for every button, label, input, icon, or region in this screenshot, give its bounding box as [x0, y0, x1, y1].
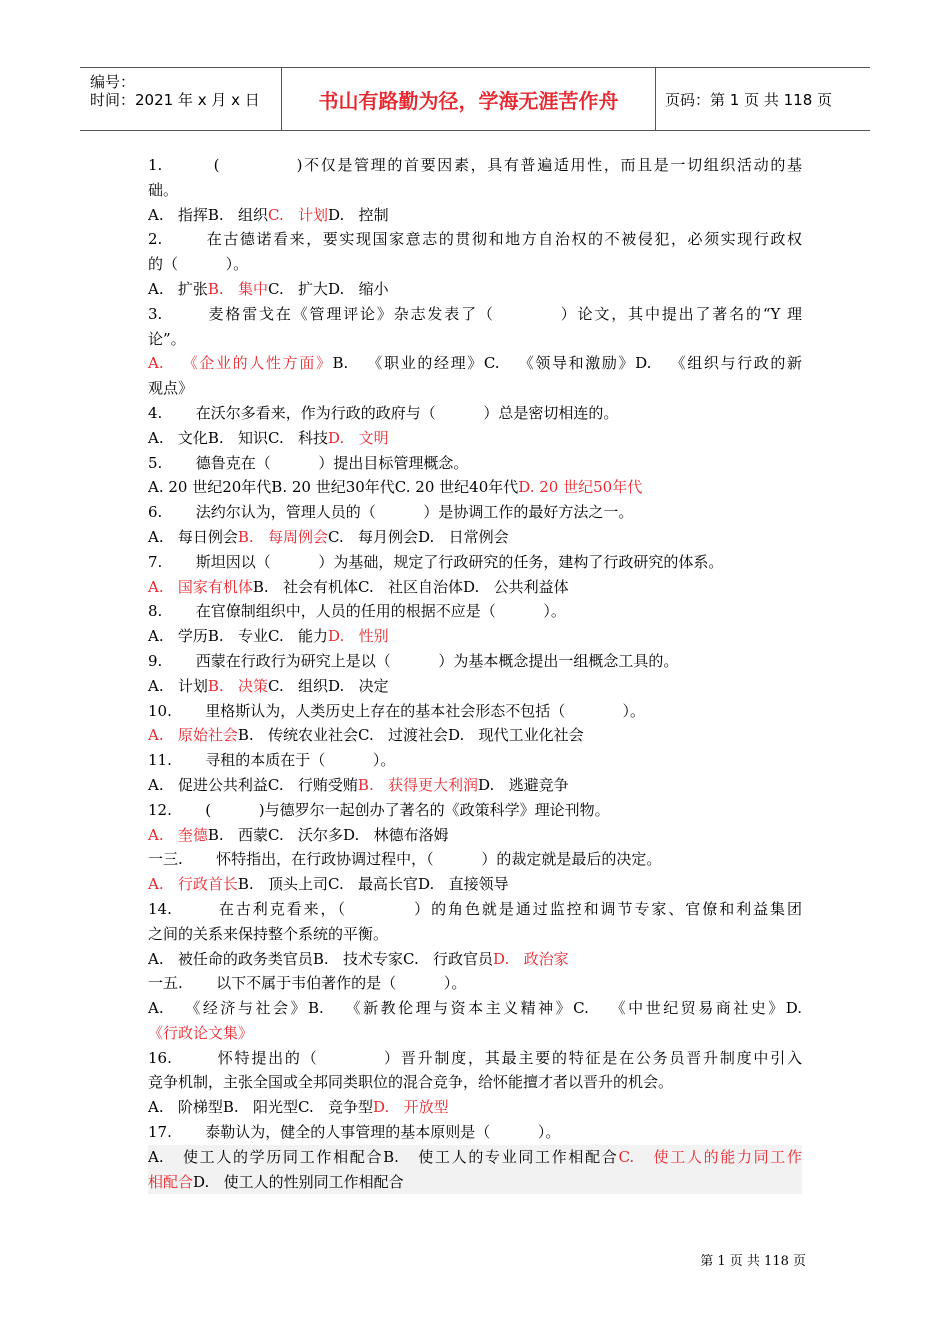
- text-line: [148, 451, 802, 476]
- text-segment: 6. 法约尔认为，管理人员的（ ）是协调工作的最好方法之一。: [148, 503, 634, 522]
- text-line: [148, 227, 802, 252]
- text-line: [148, 798, 802, 823]
- text-line: [148, 252, 802, 277]
- text-line: [148, 351, 802, 376]
- text-segment: 9. 西蒙在行政行为研究上是以（ ）为基本概念提出一组概念工具的。: [148, 651, 679, 670]
- text-line: [148, 947, 802, 972]
- text-line: [148, 1021, 802, 1046]
- text-line: [148, 302, 802, 327]
- header-motto-cell: [281, 68, 656, 130]
- text-segment: 5. 德鲁克在（ ）提出目标管理概念。: [148, 453, 469, 472]
- text-line: [148, 823, 802, 848]
- text-segment: D. 控制: [328, 205, 389, 224]
- text-segment: 8. 在官僚制组织中，人员的任用的根据不应是（ ）。: [148, 602, 566, 621]
- text-segment: A. 扩张: [148, 279, 208, 298]
- text-segment: A. 《经济与社会》B. 《新教伦理与资本主义精神》C. 《中世纪贸易商社史》D.: [148, 999, 802, 1018]
- text-segment: C. 每月例会D. 日常例会: [328, 527, 509, 546]
- page-header: [80, 67, 870, 131]
- text-segment: 础。: [148, 180, 179, 199]
- text-segment: B. 西蒙C. 沃尔多D. 林德布洛姆: [207, 825, 449, 844]
- answer-highlight: D. 文明: [328, 428, 389, 447]
- text-line: [148, 1145, 802, 1170]
- text-segment: 16. 怀特提出的（ ）晋升制度，其最主要的特征是在公务员晋升制度中引入: [148, 1048, 802, 1067]
- text-segment: 7. 斯坦因以（ ）为基础，规定了行政研究的任务，建构了行政研究的体系。: [148, 552, 724, 571]
- text-segment: A. 文化B. 知识C. 科技: [148, 428, 329, 447]
- text-segment: A. 促进公共利益C. 行贿受贿: [148, 775, 358, 794]
- text-line: [148, 1170, 802, 1195]
- text-line: [148, 203, 802, 228]
- text-line: [148, 971, 802, 996]
- text-segment: 17. 泰勒认为，健全的人事管理的基本原则是（ ）。: [148, 1123, 561, 1142]
- text-segment: 之间的关系来保持整个系统的平衡。: [148, 924, 389, 943]
- answer-highlight: C. 使工人的能力同工作: [618, 1147, 802, 1166]
- text-segment: A. 20 世纪20年代B. 20 世纪30年代C. 20 世纪40年代: [148, 478, 519, 497]
- text-line: [148, 525, 802, 550]
- text-segment: A. 每日例会: [148, 527, 238, 546]
- text-line: [148, 426, 802, 451]
- text-segment: B. 《职业的经理》C. 《领导和激励》D. 《组织与行政的新: [332, 354, 802, 373]
- text-segment: 14. 在古利克看来，（ ）的角色就是通过监控和调节专家、官僚和利益集团: [148, 899, 802, 918]
- text-line: [148, 1095, 802, 1120]
- answer-highlight: 相配合: [148, 1172, 194, 1191]
- text-segment: B. 顶头上司C. 最高长官D. 直接领导: [237, 875, 509, 894]
- text-line: [148, 773, 802, 798]
- text-segment: 12. ( )与德罗尔一起创办了著名的《政策科学》理论刊物。: [148, 800, 610, 819]
- answer-highlight: B. 决策: [207, 676, 269, 695]
- text-segment: 竞争机制，主张全国或全邦同类职位的混合竞争，给怀能擅才者以晋升的机会。: [148, 1073, 674, 1092]
- answer-highlight: 《行政论文集》: [148, 1023, 254, 1042]
- text-segment: A. 学历B. 专业C. 能力: [148, 627, 329, 646]
- text-line: [148, 401, 802, 426]
- text-line: [148, 748, 802, 773]
- text-segment: 11. 寻租的本质在于（ ）。: [148, 751, 396, 770]
- answer-highlight: D. 政治家: [493, 949, 569, 968]
- text-line: [148, 153, 802, 178]
- text-segment: A. 使工人的学历同工作相配合B. 使工人的专业同工作相配合: [148, 1147, 619, 1166]
- text-line: [148, 475, 802, 500]
- text-line: [148, 327, 802, 352]
- text-segment: 2. 在古德诺看来，要实现国家意志的贯彻和地方自治权的不被侵犯，必须实现行政权: [148, 230, 802, 249]
- text-segment: 一五. 以下不属于韦伯著作的是（ ）。: [148, 974, 467, 993]
- text-segment: A. 指挥B. 组织: [148, 205, 269, 224]
- text-segment: B. 传统农业社会C. 过渡社会D. 现代工业化社会: [237, 726, 584, 745]
- footer-page-number: 第 1 页 共 118 页: [700, 1254, 806, 1269]
- answer-highlight: D. 20 世纪50年代: [518, 478, 643, 497]
- header-page-cell: [655, 68, 870, 130]
- text-line: [148, 575, 802, 600]
- text-segment: 10. 里格斯认为，人类历史上存在的基本社会形态不包括（ ）。: [148, 701, 645, 720]
- document-date-label: 时间：2021 年 x 月 x 日: [90, 91, 260, 109]
- text-line: [148, 550, 802, 575]
- text-line: [148, 847, 802, 872]
- text-segment: C. 扩大D. 缩小: [268, 279, 389, 298]
- text-line: [148, 723, 802, 748]
- text-segment: A. 计划: [148, 676, 208, 695]
- answer-highlight: A. 行政首长: [148, 875, 238, 894]
- text-line: [148, 1046, 802, 1071]
- header-motto: 书山有路勤为径，学海无涯苦作舟: [318, 88, 619, 113]
- text-line: [148, 500, 802, 525]
- answer-highlight: B. 集中: [207, 279, 269, 298]
- text-line: [148, 872, 802, 897]
- text-segment: 一三. 怀特指出，在行政协调过程中，（ ）的裁定就是最后的决定。: [148, 850, 662, 869]
- document-number-label: 编号：: [90, 73, 136, 91]
- answer-highlight: A. 国家有机体: [148, 577, 253, 596]
- text-segment: 观点》: [148, 379, 194, 398]
- text-segment: C. 组织D. 决定: [268, 676, 389, 695]
- text-line: [148, 699, 802, 724]
- text-segment: 论”。: [148, 329, 186, 348]
- text-line: [148, 922, 802, 947]
- answer-highlight: C. 计划: [268, 205, 329, 224]
- text-line: [148, 1070, 802, 1095]
- text-line: [148, 1120, 802, 1145]
- question-list: [148, 153, 802, 1194]
- text-segment: A. 被任命的政务类官员B. 技术专家C. 行政官员: [148, 949, 494, 968]
- text-line: [148, 674, 802, 699]
- header-meta-cell: [80, 68, 281, 130]
- text-line: [148, 376, 802, 401]
- answer-highlight: B. 获得更大利润: [357, 775, 479, 794]
- text-line: [148, 996, 802, 1021]
- text-segment: A. 阶梯型B. 阳光型C. 竞争型: [148, 1098, 374, 1117]
- text-segment: 3. 麦格雷戈在《管理评论》杂志发表了（ ）论文，其中提出了著名的“Y 理: [148, 304, 802, 323]
- text-line: [148, 178, 802, 203]
- answer-highlight: A. 《企业的人性方面》: [148, 354, 333, 373]
- text-line: [148, 649, 802, 674]
- text-line: [148, 624, 802, 649]
- text-segment: 4. 在沃尔多看来，作为行政的政府与（ ）总是密切相连的。: [148, 403, 619, 422]
- answer-highlight: A. 原始社会: [148, 726, 238, 745]
- text-segment: 的（ ）。: [148, 255, 249, 274]
- answer-highlight: D. 开放型: [373, 1098, 449, 1117]
- answer-highlight: D. 性别: [328, 627, 389, 646]
- text-line: [148, 599, 802, 624]
- text-segment: D. 使工人的性别同工作相配合: [193, 1172, 404, 1191]
- text-segment: B. 社会有机体C. 社区自治体D. 公共利益体: [252, 577, 569, 596]
- text-line: [148, 897, 802, 922]
- answer-highlight: A. 奎德: [148, 825, 208, 844]
- text-segment: 1. ( )不仅是管理的首要因素，具有普遍适用性，而且是一切组织活动的基: [148, 156, 802, 174]
- answer-highlight: B. 每周例会: [237, 527, 329, 546]
- text-segment: D. 逃避竞争: [478, 775, 569, 794]
- text-line: [148, 277, 802, 302]
- header-page-number: 页码：第 1 页 共 118 页: [665, 90, 833, 109]
